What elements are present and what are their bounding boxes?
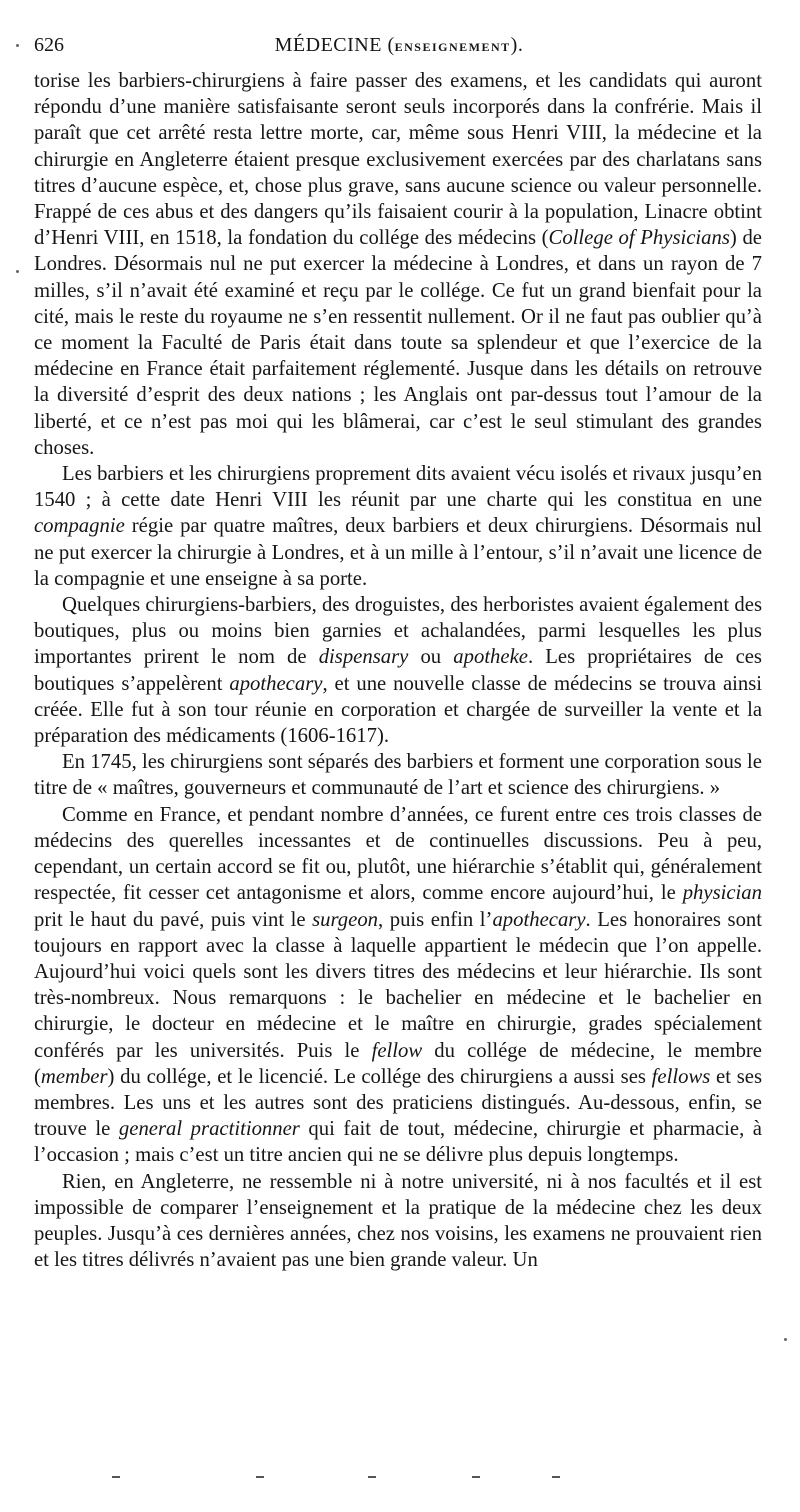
- paragraph: [34, 1169, 762, 1274]
- footer-mark: [256, 1476, 264, 1478]
- italic-term: fellows: [651, 1065, 711, 1088]
- text-run: régie par quatre maîtres, deux barbiers et deux chirurgiens. Désormais nul ne put exercer la chirurgie à Londres, et à un mille à l’entour, s’il n’avait une licence de la compagnie et une enseigne à sa porte.: [34, 515, 762, 590]
- text-run: ) de Londres. Désormais nul ne put exercer la médecine à Londres, et dans un rayon de 7 milles, s’il n’avait été examiné et reçu par le collége. Ce fut un grand bienfait pour la cité, mais le reste du royaume ne s’en ressentit nullement. Or il ne faut pas oublier qu’à ce moment la Faculté de Paris était dans toute sa splendeur et que l’exercice de la médecine en France était parfaitement réglementé. Jusque dans les détails on retrouve la diversité d’esprit des deux nations ; les Anglais ont par-dessus tout l’amour de la liberté, et ce n’est pas moi qui les blâmerai, car c’est le seul stimulant des grandes choses.: [34, 227, 762, 459]
- italic-term: College of Physicians: [548, 227, 730, 250]
- text-run: prit le haut du pavé, puis vint le: [34, 908, 313, 931]
- text-run: torise les barbiers-chirurgiens à faire passer des examens, et les candidats qui auront répondu d’une manière satisfaisante seront seuls incorporés dans la confrérie. Mais il paraît que cet arrêté resta lettre morte, car, même sous Henri VIII, la médecine et la chirurgie en Angleterre étaient presque exclusivement exercées par des charlatans sans titres d’aucune espèce, et, chose plus grave, sans aucune science ou valeur personnelle. Frappé de ces abus et des dangers qu’ils faisaient courir à la population, Linacre obtint d’Henri VIII, en 1518, la fondation du collége des médecins (: [34, 70, 762, 250]
- paragraph: [34, 461, 762, 592]
- italic-term: general practitionner: [118, 1118, 300, 1141]
- italic-term: member: [40, 1065, 108, 1088]
- text-run: Comme en France, et pendant nombre d’années, ce furent entre ces trois classes de médecins des querelles incessantes et de continuelles discussions. Peu à peu, cependant, un certain accord se fit ou, plutôt, une hiérarchie s’établit qui, généralement respectée, fit cesser cet antagonisme et alors, comme encore aujourd’hui, le: [34, 803, 762, 905]
- footer-marks: [0, 1476, 800, 1482]
- text-run: Les barbiers et les chirurgiens proprement dits avaient vécu isolés et rivaux jusqu’en 1540 ; à cette date Henri VIII les réunit par une charte qui les constitua en une: [34, 463, 762, 512]
- italic-term: physician: [682, 882, 762, 905]
- text-run: ou: [408, 646, 454, 669]
- text-run: . Les propriétaires de ces boutiques s’appelèrent: [34, 646, 762, 695]
- body-text: [34, 68, 762, 1273]
- text-run: , et une nouvelle classe de médecins se trouva ainsi créée. Elle fut à son tour réunie en corporation et chargée de surveiller la vente et la préparation des médicaments (1606-1617).: [34, 672, 763, 748]
- text-run: Quelques chirurgiens-barbiers, des droguistes, des herboristes avaient également des boutiques, plus ou moins bien garnies et achalandées, parmi lesquelles les plus importantes prirent le nom de: [34, 594, 762, 669]
- italic-term: dispensary: [318, 646, 409, 669]
- text-run: Rien, en Angleterre, ne ressemble ni à notre université, ni à nos facultés et il est impossible de comparer l’enseignement et la pratique de la médecine chez les deux peuples. Jusqu’à ces dernières années, chez nos voisins, les examens ne prouvaient rien et les titres délivrés n’avaient pas une bien grande valeur. Un: [34, 1170, 762, 1272]
- paragraph: [34, 802, 762, 1169]
- paragraph: [34, 592, 762, 749]
- text-run: qui fait de tout, médecine, chirurgie et pharmacie, à l’occasion ; mais c’est un titre ancien qui ne se délivre plus depuis longtemps.: [34, 1118, 762, 1167]
- running-title-paren-open: (: [381, 34, 395, 56]
- italic-term: surgeon: [312, 908, 379, 931]
- page-number: 626: [34, 34, 64, 56]
- italic-term: apothecary: [229, 672, 323, 695]
- footer-mark: [472, 1476, 480, 1478]
- running-title-sub: ENSEIGNEMENT: [394, 40, 511, 54]
- page-header: [34, 34, 764, 62]
- running-title-paren-close: ).: [510, 34, 524, 56]
- paragraph: [34, 749, 762, 801]
- text-run: . Les honoraires sont toujours en rapport avec la classe à laquelle appartient le médecin que l’on appelle. Aujourd’hui voici quels sont les divers titres des médecins et leur hiérarchie. Ils sont très-nombreux. Nous remarquons : le bachelier en médecine et le bachelier en chirurgie, le docteur en médecine et le maître en chirurgie, grades spécialement conférés par les universités. Puis le: [34, 908, 762, 1062]
- italic-term: apotheke: [453, 646, 528, 669]
- italic-term: apothecary: [492, 908, 586, 931]
- italic-term: compagnie: [34, 515, 125, 538]
- running-title: [34, 34, 764, 57]
- running-title-main: MÉDECINE: [274, 34, 382, 56]
- footer-mark: [552, 1476, 560, 1478]
- italic-term: fellow: [371, 1039, 423, 1062]
- footer-mark: [368, 1476, 376, 1478]
- margin-speck: [16, 270, 19, 273]
- text-run: et ses membres. Les uns et les autres sont des praticiens distingués. Au-dessous, enfin, se trouve le: [34, 1065, 762, 1141]
- text-run: du collége de médecine, le membre (: [34, 1039, 762, 1088]
- footer-mark: [112, 1476, 120, 1478]
- margin-speck: [784, 1338, 787, 1341]
- text-run: En 1745, les chirurgiens sont séparés des barbiers et forment une corporation sous le titre de « maîtres, gouverneurs et communauté de l’art et science des chirurgiens. »: [34, 751, 762, 800]
- paragraph: [34, 68, 762, 461]
- text-run: ) du collége, et le licencié. Le collége des chirurgiens a aussi ses: [107, 1065, 652, 1088]
- margin-speck: [16, 44, 19, 47]
- text-run: , puis enfin l’: [378, 908, 493, 931]
